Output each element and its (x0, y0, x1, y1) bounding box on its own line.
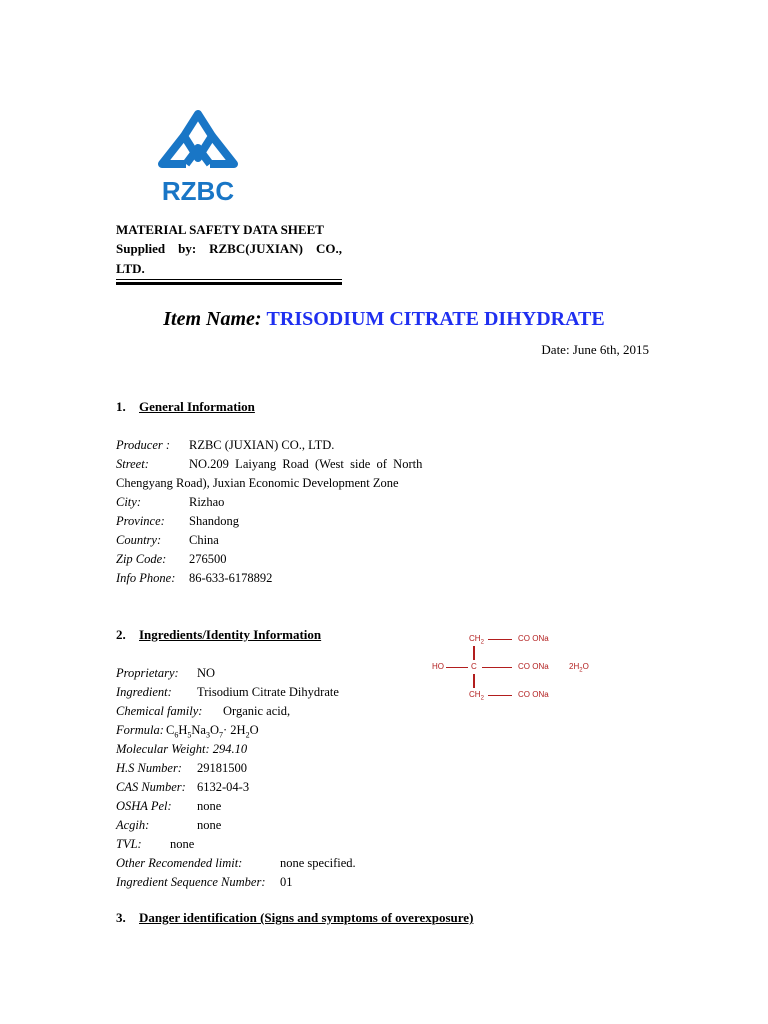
ingredient-row-sequence-number (116, 874, 293, 890)
company-logo (150, 108, 246, 206)
ingredient-row-formula (116, 722, 259, 740)
item-name-value: TRISODIUM CITRATE DIHYDRATE (266, 308, 605, 330)
field-label: Proprietary: (116, 666, 179, 680)
supplied-by-word-4: CO., (315, 241, 342, 256)
ingredient-row-molecular-weight (116, 741, 247, 757)
logo-text: RZBC (161, 176, 235, 206)
field-value: NO.209 Laiyang Road (West side of North (189, 457, 423, 471)
document-title: MATERIAL SAFETY DATA SHEET (116, 222, 324, 237)
field-label: Zip Code: (116, 552, 167, 566)
field-value: none (197, 818, 222, 832)
field-value: 276500 (189, 552, 227, 566)
ingredient-row-proprietary (116, 665, 216, 681)
ingredient-row-ingredient (116, 684, 339, 700)
field-label: City: (116, 495, 141, 509)
supplied-by-word-2: by: (178, 241, 197, 256)
field-value: Trisodium Citrate Dihydrate (197, 685, 339, 699)
info-row-producer (116, 437, 335, 453)
info-row-zip-code (116, 551, 227, 567)
ingredient-row-other-limit (116, 855, 356, 871)
central-carbon: C (471, 662, 477, 671)
section-heading-danger (116, 910, 473, 926)
ingredient-row-acgih (116, 817, 222, 833)
ingredient-row-tvl (116, 836, 195, 852)
field-label: Street: (116, 457, 149, 471)
section-heading-ingredients (116, 627, 321, 643)
info-row-country (116, 532, 219, 548)
field-value: 29181500 (197, 761, 247, 775)
supplied-by-line (116, 239, 342, 259)
field-value: 01 (280, 875, 293, 889)
header-rule-thick (116, 282, 342, 285)
field-value: 86-633-6178892 (189, 571, 273, 585)
section-heading-general (116, 399, 255, 415)
info-row-city (116, 494, 225, 510)
field-value: Rizhao (189, 495, 225, 509)
section-number: 2. (116, 627, 126, 642)
field-label: Acgih: (116, 818, 150, 832)
field-value: none (197, 799, 222, 813)
hydroxyl-label: HO (432, 662, 444, 671)
section-title: Ingredients/Identity Information (139, 627, 322, 642)
field-value: none (170, 837, 195, 851)
structural-formula (420, 628, 620, 708)
field-label: Other Recomended limit: (116, 856, 243, 870)
field-value: none specified. (280, 856, 356, 870)
water-of-hydration: $2H_2O$ (569, 662, 589, 674)
item-name-line (0, 308, 768, 331)
field-label: Chemical family: (116, 704, 203, 718)
section-number: 1. (116, 399, 126, 414)
field-value: China (189, 533, 219, 547)
field-value: NO (197, 666, 216, 680)
coona-top: CO ONa (518, 634, 549, 643)
info-row-province (116, 513, 239, 529)
field-label: Producer : (116, 438, 171, 452)
header-rule-thin (116, 279, 342, 280)
field-label: H.S Number: (116, 761, 182, 775)
field-label: Molecular Weight: 294.10 (116, 742, 248, 756)
field-label: Country: (116, 533, 162, 547)
supplied-by-continuation: LTD. (116, 261, 145, 276)
formula-value: $C_6H_5Na_3O_7\cdot 2H_2O$ (166, 723, 259, 740)
section-title: General Information (139, 399, 255, 414)
field-value: Organic acid, (223, 704, 291, 718)
field-label: Ingredient: (116, 685, 172, 699)
field-label: TVL: (116, 837, 142, 851)
field-label: Info Phone: (116, 571, 176, 585)
ingredient-row-hs-number (116, 760, 247, 776)
field-label: Ingredient Sequence Number: (116, 875, 266, 889)
ingredient-row-cas-number (116, 779, 250, 795)
field-value: 6132-04-3 (197, 780, 250, 794)
info-row-street-continued: Chengyang Road), Juxian Economic Development Zone (116, 476, 399, 490)
field-label: OSHA Pel: (116, 799, 172, 813)
field-label: Province: (116, 514, 165, 528)
supplied-by-word-1: Supplied (116, 241, 166, 256)
field-value: RZBC (JUXIAN) CO., LTD. (189, 438, 335, 452)
item-name-label: Item Name: (163, 308, 262, 330)
section-title: Danger identification (Signs and symptoms of overexposure) (139, 910, 474, 925)
supplied-by-word-3: RZBC(JUXIAN) (209, 241, 304, 256)
ingredient-row-osha-pel (116, 798, 222, 814)
ingredient-row-chemical-family (116, 703, 291, 719)
document-date: Date: June 6th, 2015 (541, 342, 649, 357)
info-row-info-phone (116, 570, 273, 586)
ch2-top: $CH_2$ (469, 634, 484, 646)
coona-bottom: CO ONa (518, 690, 549, 699)
field-label: Formula: (116, 723, 164, 737)
field-label: CAS Number: (116, 780, 186, 794)
info-row-street (116, 456, 423, 472)
ch2-bottom: $CH_2$ (469, 690, 484, 702)
section-number: 3. (116, 910, 126, 925)
field-value: Shandong (189, 514, 239, 528)
coona-middle: CO ONa (518, 662, 549, 671)
